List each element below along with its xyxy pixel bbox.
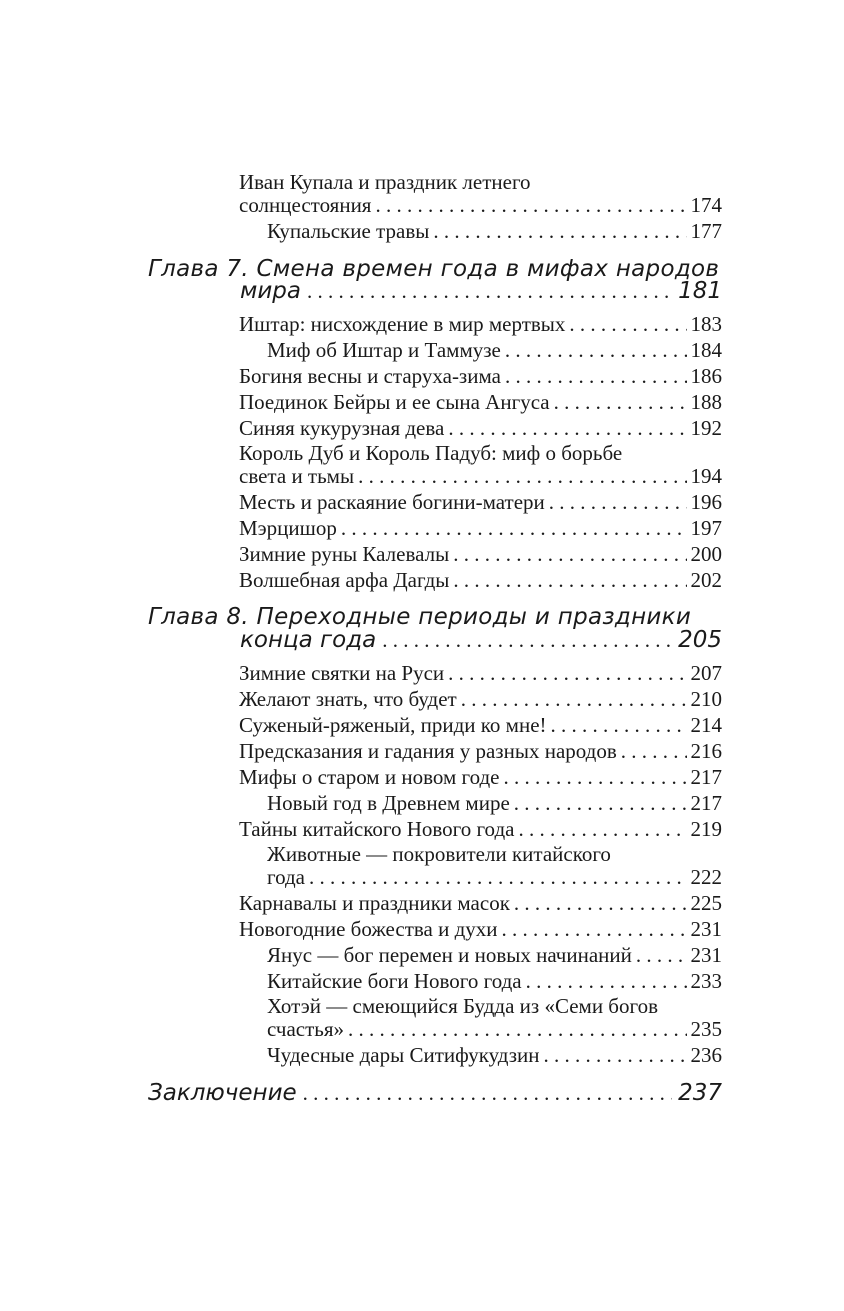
toc-page-number: 196 bbox=[690, 490, 722, 514]
leader-dots bbox=[341, 516, 687, 540]
toc-entry bbox=[267, 865, 722, 889]
toc-entry bbox=[267, 219, 722, 243]
toc-entry bbox=[239, 765, 722, 789]
toc-entry bbox=[239, 193, 722, 217]
toc-page-number: 186 bbox=[690, 364, 722, 388]
conclusion-title: Заключение bbox=[148, 1080, 297, 1106]
toc-page-number: 216 bbox=[690, 739, 722, 763]
leader-dots bbox=[433, 219, 686, 243]
leader-dots bbox=[505, 364, 687, 388]
toc-entry-title: Новый год в Древнем мире bbox=[267, 791, 510, 815]
toc-entry-title: Синяя кукурузная дева bbox=[239, 416, 445, 440]
leader-dots bbox=[448, 661, 686, 685]
toc-page-number: 231 bbox=[690, 943, 722, 967]
leader-dots bbox=[461, 687, 687, 711]
leader-dots bbox=[569, 312, 686, 336]
toc-page-number: 192 bbox=[690, 416, 722, 440]
toc-entry bbox=[239, 364, 722, 388]
toc-page-number: 184 bbox=[690, 338, 722, 362]
toc-page-number: 236 bbox=[690, 1043, 722, 1067]
toc-entry bbox=[239, 464, 722, 488]
toc-page-number: 194 bbox=[690, 464, 722, 488]
toc-entry-title: света и тьмы bbox=[239, 464, 355, 488]
toc-entry bbox=[239, 516, 722, 540]
toc-page-number: 200 bbox=[690, 542, 722, 566]
toc-entry-title: Богиня весны и старуха-зима bbox=[239, 364, 501, 388]
leader-dots bbox=[453, 568, 686, 592]
toc-page-number: 217 bbox=[690, 791, 722, 815]
chapter-entry bbox=[240, 627, 722, 653]
toc-page-number: 225 bbox=[690, 891, 722, 915]
leader-dots bbox=[549, 490, 687, 514]
toc-page-number: 177 bbox=[690, 219, 722, 243]
leader-dots bbox=[503, 765, 686, 789]
toc-entry bbox=[239, 739, 722, 763]
leader-dots bbox=[621, 739, 687, 763]
toc-page-number: 188 bbox=[690, 390, 722, 414]
chapter-label: Глава 7. bbox=[148, 256, 249, 282]
toc-entry-title: Китайские боги Нового года bbox=[267, 969, 522, 993]
toc-page-number: 231 bbox=[690, 917, 722, 941]
toc-entry bbox=[239, 390, 722, 414]
toc-page-number: 235 bbox=[690, 1017, 722, 1041]
toc-page-number: 210 bbox=[690, 687, 722, 711]
leader-dots bbox=[514, 791, 687, 815]
toc-entry-title: Янус — бог перемен и новых начинаний bbox=[267, 943, 632, 967]
chapter-title-line2: мира bbox=[240, 278, 301, 304]
toc-page-number: 207 bbox=[690, 661, 722, 685]
toc-entry-title: Мифы о старом и новом годе bbox=[239, 765, 500, 789]
toc-entry bbox=[239, 490, 722, 514]
toc-page-number: 237 bbox=[678, 1080, 722, 1106]
leader-dots bbox=[551, 713, 687, 737]
toc-entry-title: Иштар: нисхождение в мир мертвых bbox=[239, 312, 566, 336]
toc-entry-line1: Животные — покровители китайского bbox=[267, 842, 611, 866]
leader-dots bbox=[309, 865, 687, 889]
toc-entry-line1: Король Дуб и Король Падуб: миф о борьбе bbox=[239, 441, 623, 465]
toc-entry bbox=[239, 661, 722, 685]
leader-dots bbox=[348, 1017, 686, 1041]
chapter-entry bbox=[240, 278, 722, 304]
toc-entry-title: Предсказания и гадания у разных народов bbox=[239, 739, 617, 763]
toc-entry-title: Желают знать, что будет bbox=[239, 687, 457, 711]
toc-entry-title: Новогодние божества и духи bbox=[239, 917, 498, 941]
toc-entry bbox=[239, 891, 722, 915]
leader-dots bbox=[518, 817, 686, 841]
chapter-title-line1: Переходные периоды и праздники bbox=[256, 604, 692, 630]
toc-entry-title: Поединок Бейры и ее сына Ангуса bbox=[239, 390, 550, 414]
toc-entry-title: Чудесные дары Ситифукудзин bbox=[267, 1043, 540, 1067]
toc-entry-title: Тайны китайского Нового года bbox=[239, 817, 515, 841]
leader-dots bbox=[307, 278, 672, 304]
toc-entry bbox=[239, 312, 722, 336]
leader-dots bbox=[382, 627, 672, 653]
chapter-label: Глава 8. bbox=[148, 604, 249, 630]
leader-dots bbox=[453, 542, 686, 566]
toc-entry bbox=[239, 568, 722, 592]
toc-entry-title: Зимние святки на Руси bbox=[239, 661, 445, 685]
leader-dots bbox=[636, 943, 687, 967]
toc-page-number: 205 bbox=[678, 627, 722, 653]
toc-entry-title: солнцестояния bbox=[239, 193, 372, 217]
toc-page-number: 214 bbox=[690, 713, 722, 737]
toc-entry-title: счастья» bbox=[267, 1017, 345, 1041]
toc-entry-line1: Хотэй — смеющийся Будда из «Семи богов bbox=[267, 994, 659, 1018]
leader-dots bbox=[358, 464, 686, 488]
leader-dots bbox=[502, 917, 687, 941]
chapter-title-line2: конца года bbox=[240, 627, 377, 653]
toc-page-number: 181 bbox=[678, 278, 722, 304]
conclusion-entry bbox=[148, 1080, 722, 1106]
toc-entry-title: Миф об Иштар и Таммузе bbox=[267, 338, 501, 362]
toc-entry bbox=[267, 943, 722, 967]
toc-page-number: 183 bbox=[690, 312, 722, 336]
toc-entry bbox=[239, 542, 722, 566]
toc-entry-title: Суженый-ряженый, приди ко мне! bbox=[239, 713, 547, 737]
leader-dots bbox=[505, 338, 687, 362]
toc-page-number: 217 bbox=[690, 765, 722, 789]
toc-entry bbox=[239, 687, 722, 711]
leader-dots bbox=[544, 1043, 687, 1067]
chapter-title-line1: Смена времен года в мифах народов bbox=[256, 256, 720, 282]
toc-entry-title: Мэрцишор bbox=[239, 516, 337, 540]
leader-dots bbox=[514, 891, 687, 915]
toc-page-number: 222 bbox=[690, 865, 722, 889]
leader-dots bbox=[554, 390, 687, 414]
leader-dots bbox=[526, 969, 687, 993]
toc-entry bbox=[239, 917, 722, 941]
toc-entry bbox=[267, 1043, 722, 1067]
toc-entry bbox=[267, 338, 722, 362]
toc-entry-title: Зимние руны Калевалы bbox=[239, 542, 450, 566]
toc-entry-title: Волшебная арфа Дагды bbox=[239, 568, 450, 592]
toc-page-number: 174 bbox=[690, 193, 722, 217]
toc-entry bbox=[239, 713, 722, 737]
toc-entry-title: Купальские травы bbox=[267, 219, 430, 243]
toc-entry-title: Месть и раскаяние богини-матери bbox=[239, 490, 545, 514]
leader-dots bbox=[375, 193, 686, 217]
toc-entry bbox=[239, 817, 722, 841]
toc-page-number: 233 bbox=[690, 969, 722, 993]
leader-dots bbox=[303, 1080, 672, 1106]
toc-page-number: 197 bbox=[690, 516, 722, 540]
toc-entry-title: года bbox=[267, 865, 305, 889]
toc-page-number: 202 bbox=[690, 568, 722, 592]
toc-entry bbox=[267, 1017, 722, 1041]
toc-entry bbox=[267, 969, 722, 993]
toc-entry-title: Карнавалы и праздники масок bbox=[239, 891, 510, 915]
leader-dots bbox=[448, 416, 686, 440]
toc-entry bbox=[267, 791, 722, 815]
toc-entry bbox=[239, 416, 722, 440]
toc-entry-line1: Иван Купала и праздник летнего bbox=[239, 170, 531, 194]
toc-page-number: 219 bbox=[690, 817, 722, 841]
